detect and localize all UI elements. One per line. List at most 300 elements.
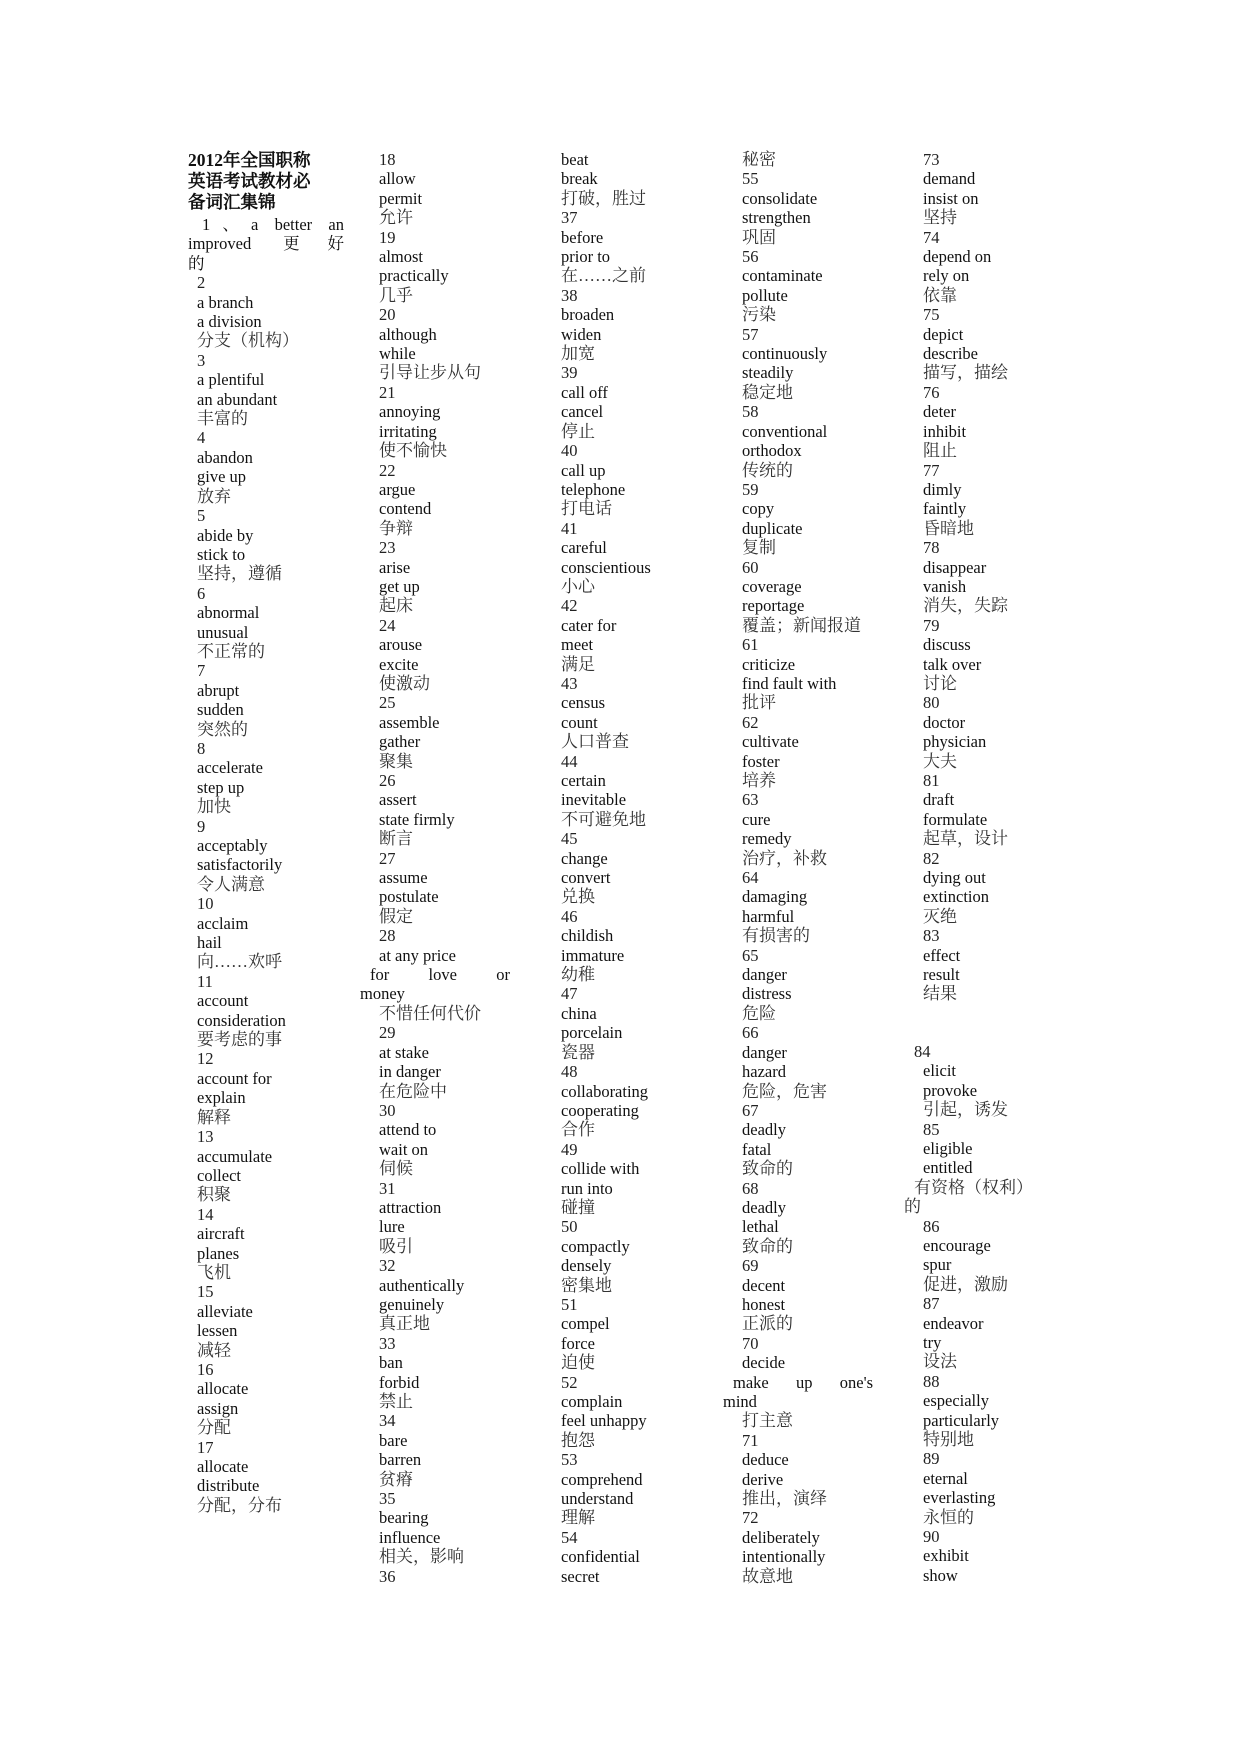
- entry-number: 69: [742, 1256, 759, 1276]
- synonym: telephone: [561, 479, 626, 499]
- chinese-gloss: 瓷器: [561, 1042, 595, 1062]
- synonym: provoke: [923, 1080, 978, 1100]
- synonym: stick to: [197, 544, 246, 564]
- headword: compel: [561, 1314, 610, 1334]
- entry-number: 12: [197, 1049, 214, 1069]
- entry-number: 61: [742, 635, 759, 655]
- entry-number: 35: [379, 1489, 396, 1509]
- entry-number: 86: [923, 1216, 940, 1236]
- chinese-gloss: 加快: [197, 797, 231, 817]
- headword: ban: [379, 1353, 403, 1373]
- entry-number: 9: [197, 816, 206, 836]
- title-line-3: 备词汇集锦: [188, 192, 276, 212]
- synonym: spur: [923, 1255, 952, 1275]
- headword: especially: [923, 1391, 989, 1411]
- paragraph-gap: [914, 1004, 1084, 1042]
- headword: arouse: [379, 635, 423, 655]
- chinese-gloss: 允许: [379, 208, 413, 228]
- synonym: result: [923, 965, 960, 985]
- synonym: forbid: [379, 1372, 420, 1392]
- synonym: prior to: [561, 247, 611, 267]
- synonym: entitled: [923, 1158, 973, 1178]
- entry-number: 79: [923, 615, 940, 635]
- synonym: collect: [197, 1165, 241, 1185]
- chinese-gloss: 积聚: [197, 1185, 231, 1205]
- headword: cure: [742, 809, 771, 829]
- headword: broaden: [561, 305, 615, 325]
- synonym: an abundant: [197, 389, 278, 409]
- headword: at any price: [379, 945, 456, 965]
- chinese-gloss: 解释: [197, 1107, 231, 1127]
- synonym: barren: [379, 1450, 422, 1470]
- synonym: secret: [561, 1566, 600, 1586]
- chinese-gloss: 向……欢呼: [197, 952, 282, 972]
- headword: eternal: [923, 1468, 968, 1488]
- synonym: strengthen: [742, 208, 811, 228]
- chinese-gloss: 覆盖；新闻报道: [742, 615, 861, 635]
- headword: decent: [742, 1275, 786, 1295]
- chinese-gloss: 稳定地: [742, 382, 793, 402]
- entry-number: 85: [923, 1119, 940, 1139]
- headword: acclaim: [197, 913, 249, 933]
- headword: call up: [561, 460, 606, 480]
- entry-number: 24: [379, 615, 396, 635]
- headword: elicit: [923, 1061, 956, 1081]
- chinese-gloss: 永恒的: [923, 1507, 974, 1527]
- synonym: consideration: [197, 1010, 286, 1030]
- intro-text-1: 1、a better an: [202, 215, 344, 234]
- chinese-gloss: 丰富的: [197, 409, 248, 429]
- synonym: state firmly: [379, 809, 455, 829]
- headword: allocate: [197, 1457, 249, 1476]
- chinese-gloss: 描写，描绘: [923, 363, 1008, 383]
- chinese-gloss: 引起，诱发: [923, 1100, 1008, 1120]
- entry-number: 40: [561, 441, 578, 461]
- headword: decide: [742, 1353, 786, 1373]
- chinese-gloss: 贫瘠: [379, 1469, 413, 1489]
- chinese-gloss: 依靠: [923, 285, 957, 305]
- entry-number: 26: [379, 771, 396, 790]
- headword: exhibit: [923, 1546, 969, 1566]
- headword: before: [561, 227, 604, 247]
- headword: complain: [561, 1392, 623, 1411]
- chinese-gloss: 要考虑的事: [197, 1030, 282, 1050]
- headword: encourage: [923, 1235, 991, 1255]
- headword: abnormal: [197, 603, 260, 623]
- chinese-gloss: 伺候: [379, 1159, 413, 1179]
- entry-number: 36: [379, 1566, 396, 1586]
- synonym: show: [923, 1565, 958, 1585]
- entry-number: 44: [561, 751, 578, 771]
- headword: attend to: [379, 1120, 437, 1140]
- entry-number: 76: [923, 382, 940, 402]
- headword: demand: [923, 169, 976, 189]
- synonym: derive: [742, 1469, 784, 1489]
- synonym: genuinely: [379, 1294, 445, 1314]
- chinese-gloss: 致命的: [742, 1159, 793, 1179]
- synonym: remedy: [742, 829, 792, 849]
- entry-number: 63: [742, 790, 759, 810]
- synonym: contend: [379, 499, 432, 519]
- synonym: try: [923, 1332, 942, 1352]
- entry-number: 65: [742, 945, 759, 965]
- headword: aircraft: [197, 1224, 245, 1244]
- entry-number: 78: [923, 538, 940, 558]
- synonym-wrapped: [360, 965, 510, 1004]
- entry-number: 87: [923, 1294, 940, 1314]
- synonym: understand: [561, 1489, 634, 1509]
- headword: acceptably: [197, 836, 268, 855]
- synonym: describe: [923, 344, 978, 364]
- headword: dying out: [923, 868, 986, 888]
- synonym: porcelain: [561, 1023, 623, 1043]
- title-line-1: 2012年全国职称: [188, 150, 311, 170]
- headword: annoying: [379, 402, 441, 422]
- entry-number: 20: [379, 305, 396, 325]
- entry-number: 62: [742, 712, 759, 732]
- column-5: [904, 150, 1084, 1585]
- headword: china: [561, 1003, 597, 1023]
- headword: call off: [561, 382, 608, 402]
- headword: consolidate: [742, 188, 818, 208]
- headword: bare: [379, 1430, 408, 1450]
- synonym: particularly: [923, 1410, 1000, 1430]
- entry-number: 16: [197, 1359, 214, 1379]
- entry-number: 56: [742, 247, 759, 267]
- chinese-gloss: 抱怨: [561, 1430, 595, 1450]
- column-4: [723, 150, 903, 1586]
- chinese-gloss: 相关，影响: [379, 1547, 464, 1567]
- chinese-gloss: 停止: [561, 421, 595, 441]
- chinese-gloss: 促进，激励: [923, 1274, 1008, 1294]
- synonym: permit: [379, 188, 423, 208]
- headword: beat: [561, 150, 589, 169]
- synonym: hail: [197, 933, 222, 953]
- entry-number: 25: [379, 693, 396, 713]
- wrapped-line-1: 有资格（权利）: [914, 1177, 1033, 1197]
- headword: allocate: [197, 1379, 249, 1399]
- entry-number: 84: [914, 1041, 931, 1061]
- chinese-gloss: 引导让步从句: [379, 363, 481, 383]
- entry-number: 52: [561, 1372, 578, 1392]
- chinese-gloss: 灭绝: [923, 906, 957, 926]
- entry-number: 37: [561, 208, 578, 228]
- synonym: orthodox: [742, 441, 802, 461]
- intro-row-1: [188, 215, 344, 234]
- headword: abide by: [197, 525, 254, 545]
- entry-number: 66: [742, 1023, 759, 1043]
- chinese-gloss: 加宽: [561, 344, 595, 364]
- chinese-gloss: 兑换: [561, 887, 595, 907]
- synonym: give up: [197, 467, 247, 487]
- headword: account: [197, 991, 249, 1011]
- chinese-gloss: 幼稚: [561, 965, 595, 985]
- headword: doctor: [923, 712, 966, 732]
- chinese-gloss: 起床: [379, 596, 413, 616]
- headword: bearing: [379, 1508, 429, 1528]
- headword: conventional: [742, 421, 828, 441]
- headword: discuss: [923, 635, 971, 655]
- headword: authentically: [379, 1275, 465, 1295]
- entry-number: 34: [379, 1411, 396, 1431]
- synonym: sudden: [197, 700, 244, 720]
- headword: change: [561, 848, 608, 868]
- chinese-gloss: 培养: [742, 771, 776, 790]
- synonym: meet: [561, 635, 594, 655]
- entry-number: 50: [561, 1217, 578, 1237]
- chinese-gloss: 有损害的: [742, 926, 810, 946]
- synonym: steadily: [742, 363, 794, 383]
- entry-number: 58: [742, 402, 759, 422]
- entry-number: 83: [923, 926, 940, 946]
- synonym: practically: [379, 266, 449, 286]
- entry-number: 21: [379, 382, 396, 402]
- chinese-gloss: 污染: [742, 305, 776, 325]
- headword: attraction: [379, 1197, 442, 1217]
- headword: depend on: [923, 247, 992, 267]
- entry-number: 54: [561, 1527, 578, 1547]
- headword: assemble: [379, 712, 440, 732]
- headword: a branch: [197, 292, 254, 312]
- synonym: in danger: [379, 1062, 441, 1082]
- headword: collide with: [561, 1159, 640, 1179]
- synonym: densely: [561, 1256, 612, 1276]
- intro-row-2: improved 更好: [188, 234, 344, 254]
- synonym: get up: [379, 576, 420, 596]
- synonym: explain: [197, 1088, 246, 1108]
- chinese-gloss: 打破，胜过: [561, 188, 646, 208]
- headword: copy: [742, 499, 775, 519]
- synonym: everlasting: [923, 1488, 996, 1508]
- entry-number: 72: [742, 1508, 759, 1528]
- synonym: planes: [197, 1243, 240, 1263]
- headword: draft: [923, 790, 955, 810]
- chinese-gloss: 分配: [197, 1418, 231, 1438]
- entry-number: 42: [561, 596, 578, 616]
- headword: almost: [379, 247, 423, 267]
- wrapped-line-1: for love or: [370, 965, 510, 985]
- synonym: extinction: [923, 887, 989, 907]
- chinese-gloss: 密集地: [561, 1275, 612, 1295]
- chinese-gloss: 几乎: [379, 285, 413, 305]
- chinese-gloss: 使激动: [379, 673, 430, 693]
- wrapped-line-2: money: [360, 984, 405, 1004]
- headword: accumulate: [197, 1146, 273, 1166]
- headword: compactly: [561, 1236, 630, 1256]
- column-2: [360, 150, 540, 1586]
- entry-number: 51: [561, 1294, 578, 1314]
- synonym: insist on: [923, 188, 979, 208]
- entry-number: 49: [561, 1139, 578, 1159]
- headword: a plentiful: [197, 370, 265, 390]
- entry-number: 27: [379, 848, 396, 868]
- chinese-gloss: 在……之前: [561, 266, 646, 286]
- chinese-gloss: 打电话: [561, 499, 612, 519]
- chinese-gloss: 危险，危害: [742, 1081, 827, 1101]
- entry-number: 17: [197, 1437, 214, 1457]
- synonym: convert: [561, 868, 611, 888]
- headword: deadly: [742, 1120, 786, 1140]
- title-line-2: 英语考试教材必: [188, 171, 311, 191]
- entry-number: 39: [561, 363, 578, 383]
- entry-number: 4: [197, 428, 206, 448]
- synonym: duplicate: [742, 518, 803, 538]
- headword: danger: [742, 1042, 787, 1062]
- entry-number: 43: [561, 673, 578, 693]
- synonym: pollute: [742, 285, 788, 305]
- entry-number: 32: [379, 1256, 396, 1276]
- synonym: conscientious: [561, 557, 651, 577]
- chinese-gloss: 巩固: [742, 227, 776, 247]
- synonym: hazard: [742, 1062, 786, 1082]
- entry-number: 3: [197, 350, 206, 370]
- synonym: intentionally: [742, 1547, 826, 1567]
- chinese-gloss: 不正常的: [197, 641, 265, 661]
- synonym: count: [561, 712, 598, 732]
- headword: deduce: [742, 1450, 789, 1470]
- entry-number: 19: [379, 227, 396, 247]
- headword: assume: [379, 868, 428, 888]
- entry-number: 33: [379, 1333, 396, 1353]
- synonym: inevitable: [561, 790, 627, 810]
- chinese-gloss: 人口普查: [561, 732, 629, 752]
- chinese-gloss: 满足: [561, 654, 595, 674]
- synonym: honest: [742, 1294, 786, 1314]
- entry-number: 55: [742, 169, 759, 189]
- column-3: [552, 150, 722, 1586]
- synonym: influence: [379, 1527, 441, 1547]
- chinese-gloss: 结果: [923, 984, 957, 1004]
- headword: cater for: [561, 615, 617, 635]
- entry-number: 11: [197, 971, 213, 991]
- chinese-gloss: 正派的: [742, 1314, 793, 1334]
- entry-number: 75: [923, 305, 940, 325]
- chinese-gloss: 理解: [561, 1508, 595, 1528]
- chinese-gloss: 迫使: [561, 1353, 595, 1373]
- intro-entry: [188, 215, 344, 273]
- column-1: [188, 150, 358, 1515]
- synonym: foster: [742, 751, 780, 771]
- entry-number: 82: [923, 848, 940, 868]
- chinese-gloss: 飞机: [197, 1262, 231, 1282]
- intro-row-3: 的: [188, 253, 205, 273]
- headword: abrupt: [197, 680, 240, 700]
- entry-number: 73: [923, 150, 940, 169]
- entry-number: 6: [197, 583, 206, 603]
- headword: comprehend: [561, 1469, 643, 1489]
- document-title: [188, 150, 338, 213]
- synonym: irritating: [379, 421, 437, 441]
- wrapped-line-1: make up one's: [733, 1372, 873, 1392]
- headword: cultivate: [742, 732, 799, 752]
- headword: accelerate: [197, 758, 263, 778]
- headword: census: [561, 693, 605, 713]
- entry-number: 18: [379, 150, 396, 169]
- headword: assert: [379, 790, 417, 810]
- synonym: lure: [379, 1217, 405, 1237]
- entry-number: 10: [197, 894, 214, 914]
- entry-number: 80: [923, 693, 940, 713]
- chinese-gloss: 小心: [561, 576, 595, 596]
- synonym-wrapped: [723, 1373, 873, 1412]
- synonym: find fault with: [742, 673, 837, 693]
- entry-number: 64: [742, 868, 759, 888]
- headword: criticize: [742, 654, 796, 674]
- entry-number: 81: [923, 771, 940, 790]
- headword: argue: [379, 479, 416, 499]
- synonym: while: [379, 344, 416, 364]
- entry-number: 77: [923, 460, 940, 480]
- entry-number: 71: [742, 1430, 759, 1450]
- headword: deliberately: [742, 1527, 820, 1547]
- headword: account for: [197, 1068, 272, 1088]
- chinese-gloss: 昏暗地: [923, 518, 974, 538]
- entry-number: 48: [561, 1062, 578, 1082]
- entry-number: 90: [923, 1527, 940, 1547]
- synonym: rely on: [923, 266, 970, 286]
- entry-number: 22: [379, 460, 396, 480]
- synonym: cancel: [561, 402, 604, 422]
- chinese-gloss: 分配，分布: [197, 1495, 282, 1515]
- entry-number: 46: [561, 906, 578, 926]
- headword: collaborating: [561, 1081, 649, 1101]
- entry-number: 88: [923, 1371, 940, 1391]
- entry-number: 41: [561, 518, 578, 538]
- chinese-gloss: 令人满意: [197, 874, 265, 894]
- chinese-gloss: 突然的: [197, 719, 248, 739]
- synonym: distress: [742, 984, 792, 1004]
- chinese-gloss: 断言: [379, 829, 413, 849]
- headword: allow: [379, 169, 416, 189]
- chinese-gloss: 治疗，补救: [742, 848, 827, 868]
- headword: deter: [923, 402, 956, 422]
- entry-number: 14: [197, 1204, 214, 1224]
- headword: danger: [742, 965, 787, 985]
- headword: certain: [561, 771, 606, 790]
- synonym: vanish: [923, 576, 967, 596]
- entry-number: 23: [379, 538, 396, 558]
- entry-number: 89: [923, 1449, 940, 1469]
- headword: at stake: [379, 1042, 429, 1062]
- chinese-gloss: 特别地: [923, 1430, 974, 1449]
- chinese-gloss: 合作: [561, 1120, 595, 1140]
- headword: effect: [923, 945, 961, 965]
- chinese-gloss: 大夫: [923, 751, 957, 771]
- entry-number: 59: [742, 479, 759, 499]
- entry-number: 53: [561, 1450, 578, 1470]
- chinese-gloss: 分支（机构）: [197, 331, 299, 351]
- chinese-gloss: 减轻: [197, 1340, 231, 1360]
- chinese-gloss: 禁止: [379, 1392, 413, 1411]
- synonym: break: [561, 169, 598, 189]
- synonym: immature: [561, 945, 625, 965]
- entry-number: 28: [379, 926, 396, 946]
- entry-number: 68: [742, 1178, 759, 1198]
- entry-number: 7: [197, 661, 206, 681]
- synonym: gather: [379, 732, 421, 752]
- headword: deadly: [742, 1197, 786, 1217]
- synonym: formulate: [923, 809, 988, 829]
- chinese-gloss: 起草，设计: [923, 829, 1008, 849]
- entry-number: 67: [742, 1100, 759, 1120]
- wrapped-line-2: mind: [723, 1392, 757, 1411]
- chinese-gloss: 聚集: [379, 751, 413, 771]
- chinese-gloss: 假定: [379, 906, 413, 926]
- synonym: inhibit: [923, 421, 967, 441]
- chinese-gloss: 使不愉快: [379, 441, 447, 461]
- wrapped-line-2: 的: [904, 1197, 921, 1217]
- synonym: reportage: [742, 596, 805, 616]
